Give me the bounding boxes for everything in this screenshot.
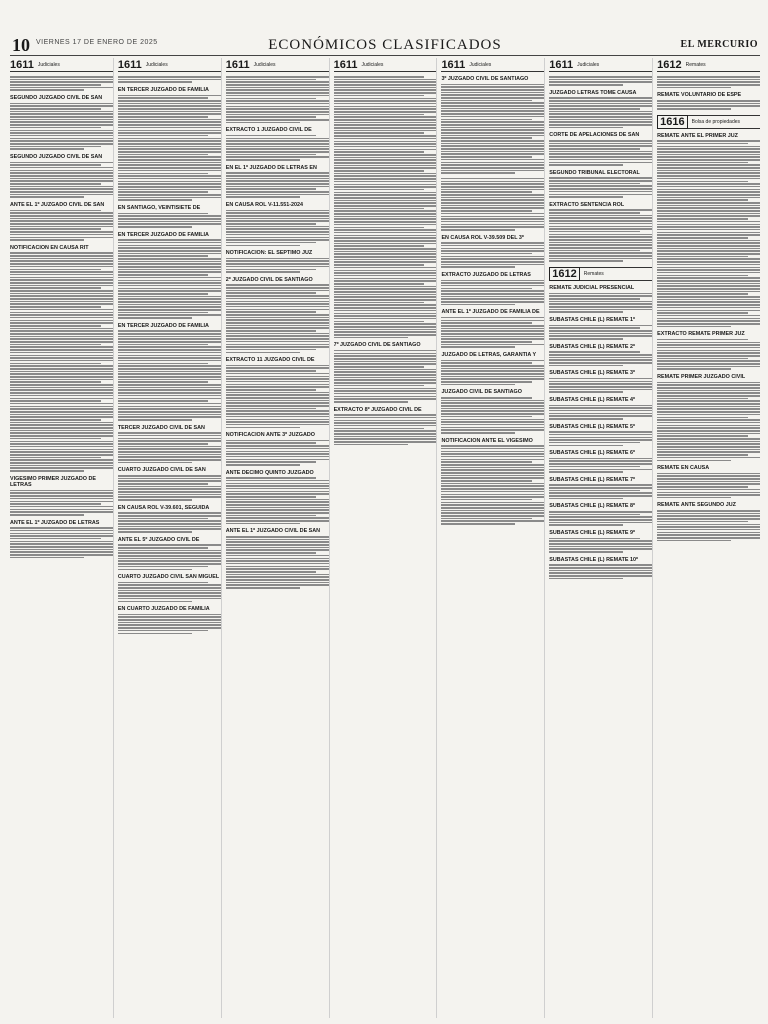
ad-body-text xyxy=(549,76,652,86)
category-label: Judiciales xyxy=(577,61,600,68)
classified-ad xyxy=(226,250,329,273)
ad-body-text xyxy=(118,512,221,532)
classified-ad xyxy=(10,154,113,198)
ad-title: CUARTO JUZGADO CIVIL DE SAN xyxy=(117,467,206,474)
classified-ad xyxy=(441,178,544,231)
ad-body-text xyxy=(549,351,652,366)
ad-body-text xyxy=(549,458,652,473)
ad-body-text xyxy=(657,100,760,110)
ad-body-text xyxy=(118,432,221,463)
column-6 xyxy=(549,58,653,1018)
category-label: Bolsa de propiedades xyxy=(691,118,741,125)
category-header xyxy=(549,58,652,72)
ad-title: JUZGADO CIVIL DE SANTIAGO xyxy=(441,389,522,396)
classified-ad xyxy=(549,397,652,420)
ad-body-text xyxy=(226,284,329,353)
ad-body-text xyxy=(118,330,221,420)
classified-ad xyxy=(549,90,652,129)
ad-body-text xyxy=(549,97,652,128)
ad-body-text xyxy=(549,538,652,553)
ad-body-text xyxy=(549,564,652,579)
ad-title: SUBASTAS CHILE (L) REMATE 8º xyxy=(549,503,635,510)
ad-body-text xyxy=(549,325,652,340)
ad-title: TERCER JUZGADO CIVIL DE SAN xyxy=(117,424,205,431)
classified-ad xyxy=(118,606,221,634)
ad-title: SUBASTAS CHILE (L) REMATE 6º xyxy=(549,450,635,457)
classified-ad xyxy=(441,272,544,305)
classified-ad xyxy=(226,432,329,465)
ad-body-text xyxy=(10,252,113,471)
ad-body-text xyxy=(549,484,652,499)
ad-title: JUZGADO DE LETRAS, GARANTIA Y xyxy=(441,352,537,359)
classified-ad xyxy=(549,503,652,526)
category-number: 1611 xyxy=(10,58,34,71)
classified-ad xyxy=(549,76,652,86)
ad-title: SUBASTAS CHILE (L) REMATE 3º xyxy=(549,370,635,377)
ad-title: REMATE ANTE SEGUNDO JUZ xyxy=(657,502,736,509)
classified-ad xyxy=(118,76,221,83)
category-header xyxy=(226,58,329,72)
category-label: Judiciales xyxy=(361,61,384,68)
classified-ad xyxy=(657,76,760,88)
category-number: 1611 xyxy=(225,58,250,71)
classified-ad xyxy=(441,309,544,348)
category-header xyxy=(441,58,544,72)
ad-body-text xyxy=(226,135,329,161)
category-header xyxy=(10,58,113,72)
category-label: Judiciales xyxy=(145,61,168,68)
ad-body-text xyxy=(118,614,221,634)
classified-ad xyxy=(441,76,544,174)
classified-ad xyxy=(226,165,329,198)
classified-ad xyxy=(226,202,329,246)
ad-body-text xyxy=(118,582,221,602)
ad-body-text xyxy=(10,527,113,558)
ad-title: REMATE JUDICIAL PRESENCIAL xyxy=(549,285,635,292)
ad-body-text xyxy=(118,213,221,228)
ad-body-text xyxy=(441,445,544,525)
classified-ad xyxy=(226,528,329,588)
classified-ad xyxy=(118,205,221,228)
ad-title: ANTE EL 5º JUZGADO CIVIL DE xyxy=(117,536,200,543)
ad-body-text xyxy=(657,140,760,327)
ad-body-text xyxy=(657,473,760,499)
classified-ad xyxy=(10,76,113,91)
classified-ad xyxy=(334,342,437,402)
classified-ad xyxy=(118,323,221,421)
issue-date: VIERNES 17 DE ENERO DE 2025 xyxy=(36,39,158,46)
classified-ad xyxy=(549,170,652,198)
ad-body-text xyxy=(334,414,437,445)
ad-title: 2º JUZGADO CIVIL DE SANTIAGO xyxy=(225,276,313,283)
ad-body-text xyxy=(657,382,760,462)
ad-title: SUBASTAS CHILE (L) REMATE 2º xyxy=(549,343,635,350)
ad-title: EN CAUSA ROL V-39.601, SEGUIDA xyxy=(117,504,210,511)
category-header xyxy=(549,267,652,281)
classified-ad xyxy=(334,407,437,446)
ad-title: SUBASTAS CHILE (L) REMATE 10º xyxy=(549,556,638,563)
classified-ad xyxy=(657,374,760,461)
ad-body-text xyxy=(118,239,221,319)
ad-body-text xyxy=(226,210,329,247)
classified-ad xyxy=(549,557,652,580)
classified-ad xyxy=(549,344,652,367)
ad-title: ANTE EL 1º JUZGADO CIVIL DE SAN xyxy=(10,202,105,209)
category-header xyxy=(657,58,760,72)
ad-body-text xyxy=(549,378,652,393)
ad-body-text xyxy=(226,172,329,198)
classified-ad xyxy=(226,127,329,160)
classified-ad xyxy=(118,537,221,570)
ad-body-text xyxy=(118,544,221,570)
classified-ad xyxy=(118,574,221,602)
ad-title: SUBASTAS CHILE (L) REMATE 5º xyxy=(549,423,635,430)
column-7 xyxy=(657,58,760,1018)
category-number: 1611 xyxy=(549,58,574,71)
classified-ad xyxy=(10,202,113,241)
ad-body-text xyxy=(657,339,760,370)
ad-body-text xyxy=(10,490,113,516)
column-1 xyxy=(10,58,114,1018)
classified-ad xyxy=(657,331,760,370)
ad-title: EN CUARTO JUZGADO DE FAMILIA xyxy=(117,606,210,613)
column-5 xyxy=(441,58,545,1018)
ad-title: ANTE EL 1º JUZGADO CIVIL DE SAN xyxy=(225,528,321,535)
classified-ad xyxy=(441,389,544,433)
classified-ad xyxy=(657,92,760,109)
ad-body-text xyxy=(441,397,544,434)
masthead xyxy=(10,34,760,56)
ad-body-text xyxy=(226,477,329,524)
ad-body-text xyxy=(226,258,329,273)
classified-ad xyxy=(118,425,221,464)
classified-ad xyxy=(549,530,652,553)
category-label: Judiciales xyxy=(469,61,492,68)
ad-body-text xyxy=(10,210,113,241)
classified-ad xyxy=(657,502,760,541)
ad-body-text xyxy=(226,440,329,466)
ad-body-text xyxy=(441,360,544,386)
ad-body-text xyxy=(657,510,760,541)
ad-title: SUBASTAS CHILE (L) REMATE 7º xyxy=(549,476,635,483)
ad-title: 3º JUZGADO CIVIL DE SANTIAGO xyxy=(441,76,529,82)
ad-body-text xyxy=(549,511,652,526)
section-title: ECONÓMICOS CLASIFICADOS xyxy=(268,37,502,53)
classified-ad xyxy=(549,202,652,262)
ad-body-text xyxy=(10,162,113,199)
classified-ad xyxy=(549,317,652,340)
ad-title: EN TERCER JUZGADO DE FAMILIA xyxy=(117,322,209,329)
newspaper-name: EL MERCURIO xyxy=(680,39,758,50)
ad-body-text xyxy=(441,242,544,268)
category-number: 1612 xyxy=(549,267,579,281)
ad-body-text xyxy=(657,76,760,88)
classified-ad xyxy=(118,87,221,201)
ad-title: CUARTO JUZGADO CIVIL SAN MIGUEL xyxy=(117,574,220,581)
category-number: 1611 xyxy=(333,58,358,71)
ad-body-text xyxy=(118,76,221,83)
ad-title: CORTE DE APELACIONES DE SAN xyxy=(549,132,640,139)
ad-body-text xyxy=(334,350,437,403)
ad-title: ANTE DECIMO QUINTO JUZGADO xyxy=(225,469,314,476)
column-3 xyxy=(226,58,330,1018)
ad-title: SEGUNDO JUZGADO CIVIL DE SAN xyxy=(10,95,103,102)
ad-title: NOTIFICACION EN CAUSA RIT xyxy=(10,244,89,251)
ad-title: SUBASTAS CHILE (L) REMATE 9º xyxy=(549,530,635,537)
ad-title: ANTE EL 1º JUZGADO DE LETRAS xyxy=(10,519,100,526)
ad-title: REMATE VOLUNTARIO DE ESPE xyxy=(657,92,742,99)
classified-ad xyxy=(10,520,113,559)
ad-title: EN TERCER JUZGADO DE FAMILIA xyxy=(117,86,209,93)
ad-body-text xyxy=(549,177,652,197)
ad-body-text xyxy=(441,280,544,306)
ad-title: EXTRACTO 1 JUZGADO CIVIL DE xyxy=(225,127,312,134)
ad-body-text xyxy=(226,76,329,123)
ad-title: REMATE PRIMER JUZGADO CIVIL xyxy=(657,373,746,380)
ad-title: VIGESIMO PRIMER JUZGADO DE LETRAS xyxy=(10,475,96,489)
ad-body-text xyxy=(549,405,652,420)
classified-ad xyxy=(657,133,760,328)
ad-body-text xyxy=(10,103,113,150)
ad-body-text xyxy=(549,293,652,313)
ad-title: EN SANTIAGO, VEINTISIETE DE xyxy=(117,204,201,211)
classified-ad xyxy=(549,285,652,313)
classified-ad xyxy=(10,95,113,150)
category-number: 1612 xyxy=(657,58,682,71)
ad-title: REMATE EN CAUSA xyxy=(657,465,710,472)
ad-body-text xyxy=(334,76,437,338)
category-number: 1616 xyxy=(657,115,687,129)
ad-title: ANTE EL 1º JUZGADO DE FAMILIA DE xyxy=(441,309,540,316)
category-label: Remates xyxy=(685,61,706,68)
classified-ad xyxy=(657,465,760,498)
ad-title: NOTIFICACION: EL SEPTIMO JUZ xyxy=(225,250,313,257)
ad-body-text xyxy=(226,365,329,428)
column-4 xyxy=(334,58,438,1018)
ad-title: SEGUNDO JUZGADO CIVIL DE SAN xyxy=(10,153,103,160)
classified-ad xyxy=(10,245,113,472)
ad-title: EXTRACTO 11 JUZGADO CIVIL DE xyxy=(225,357,315,364)
classified-ad xyxy=(226,470,329,525)
classified-ad xyxy=(118,467,221,500)
ad-title: EXTRACTO REMATE PRIMER JUZ xyxy=(657,331,745,338)
category-label: Remates xyxy=(583,271,604,278)
ad-title: SEGUNDO TRIBUNAL ELECTORAL xyxy=(549,169,640,176)
classified-ad xyxy=(441,352,544,385)
ad-title: EN EL 1º JUZGADO DE LETRAS EN xyxy=(225,164,317,171)
ad-title: EN CAUSA ROL V-39.509 DEL 3º xyxy=(441,234,524,241)
classified-ad xyxy=(226,277,329,353)
ad-body-text xyxy=(441,178,544,231)
classified-ad xyxy=(549,132,652,165)
classified-ad xyxy=(226,357,329,428)
ad-title: NOTIFICACION ANTE 3º JUZGADO xyxy=(225,432,315,439)
classified-ad xyxy=(441,235,544,268)
category-header xyxy=(334,58,437,72)
column-2 xyxy=(118,58,222,1018)
ad-title: JUZGADO LETRAS TOME CAUSA xyxy=(549,89,637,96)
ad-title: SUBASTAS CHILE (L) REMATE 1º xyxy=(549,317,635,324)
category-number: 1611 xyxy=(117,58,142,71)
ad-title: 7º JUZGADO CIVIL DE SANTIAGO xyxy=(333,342,421,349)
ad-body-text xyxy=(549,209,652,262)
ad-body-text xyxy=(118,95,221,201)
page-number: 10 xyxy=(12,35,30,55)
ad-body-text xyxy=(226,536,329,589)
ad-title: EN CAUSA ROL V-11.551-2024 xyxy=(225,202,304,209)
category-header xyxy=(118,58,221,72)
ad-title: EN TERCER JUZGADO DE FAMILIA xyxy=(117,231,209,238)
classified-ad xyxy=(549,477,652,500)
classified-ad xyxy=(118,505,221,533)
ad-title: EXTRACTO 8º JUZGADO CIVIL DE xyxy=(333,406,422,413)
ad-body-text xyxy=(10,76,113,91)
ad-body-text xyxy=(441,317,544,348)
classified-ad xyxy=(334,76,437,338)
classified-ad xyxy=(441,438,544,525)
classified-ad xyxy=(118,232,221,319)
ad-title: REMATE ANTE EL PRIMER JUZ xyxy=(657,132,738,139)
ad-title: EXTRACTO JUZGADO DE LETRAS xyxy=(441,271,531,278)
ad-body-text xyxy=(441,84,544,174)
ad-title: NOTIFICACION ANTE EL VIGESIMO xyxy=(441,437,533,444)
ad-title: SUBASTAS CHILE (L) REMATE 4º xyxy=(549,396,635,403)
classified-ad xyxy=(10,476,113,516)
classified-ad xyxy=(549,450,652,473)
category-header xyxy=(657,115,760,129)
ad-body-text xyxy=(549,431,652,446)
ad-body-text xyxy=(118,475,221,501)
classified-ad xyxy=(549,370,652,393)
ad-title: EXTRACTO SENTENCIA ROL xyxy=(549,201,625,208)
classified-columns xyxy=(10,58,760,1018)
category-label: Judiciales xyxy=(253,61,276,68)
ad-body-text xyxy=(549,140,652,166)
category-label: Judiciales xyxy=(37,61,60,68)
classified-ad xyxy=(226,76,329,123)
classified-ad xyxy=(549,424,652,447)
category-number: 1611 xyxy=(441,58,466,71)
